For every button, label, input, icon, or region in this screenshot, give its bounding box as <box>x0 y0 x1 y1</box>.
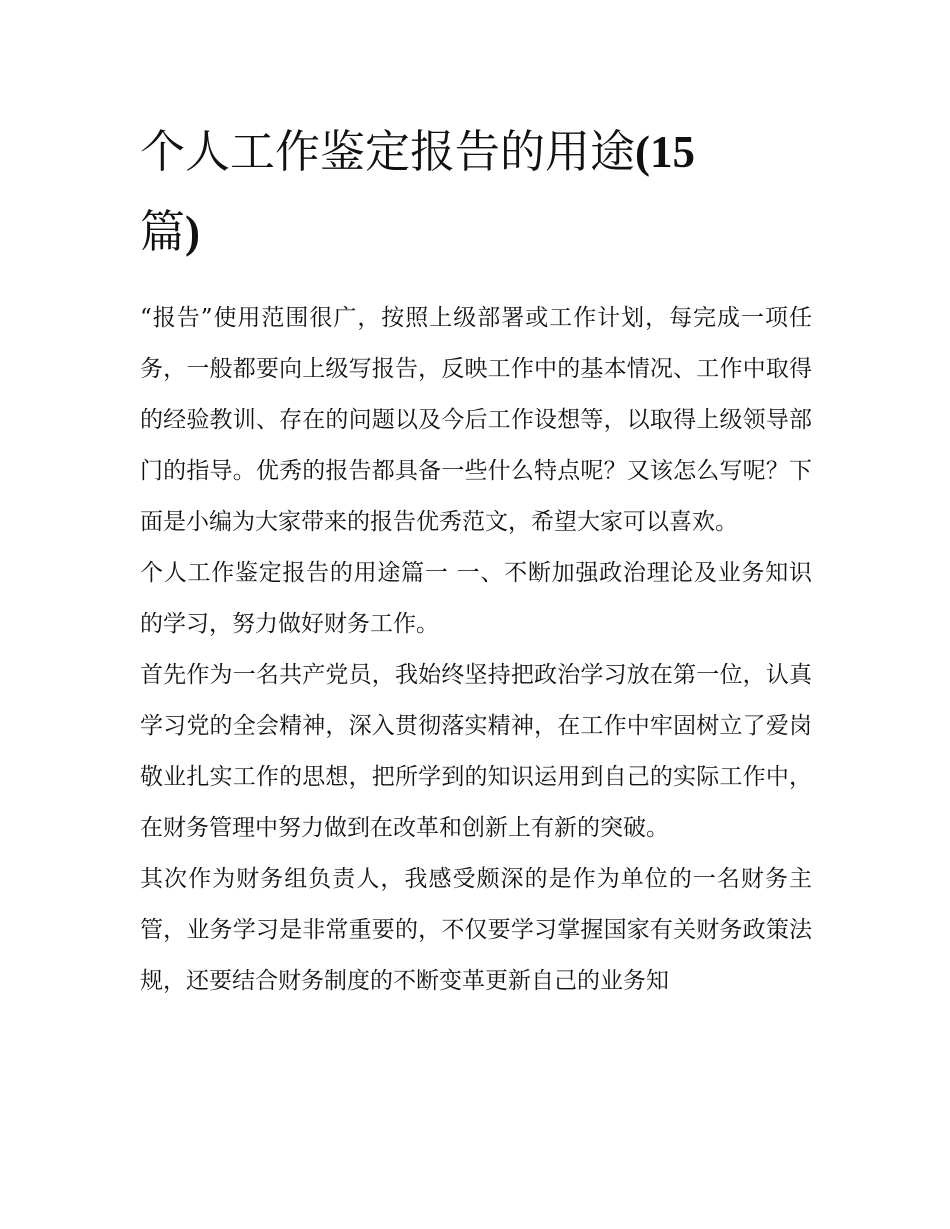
document-body <box>140 293 812 1007</box>
title-suffix: (15 <box>635 127 696 177</box>
body-paragraph: 首先作为一名共产党员，我始终坚持把政治学习放在第一位，认真学习党的全会精神，深入贯彻落实精神，在工作中牢固树立了爱岗敬业扎实工作的思想，把所学到的知识运用到自己的实际工作中，在财务管理中努力做到在改革和创新上有新的突破。 <box>140 662 812 841</box>
title-line2-cjk: 篇 <box>140 205 186 258</box>
document-title <box>140 112 812 272</box>
intro-paragraph: “报告”使用范围很广，按照上级部署或工作计划，每完成一项任务，一般都要向上级写报告，反映工作中的基本情况、工作中取得的经验教训、存在的问题以及今后工作设想等，以取得上级领导部门的指导。优秀的报告都具备一些什么特点呢？又该怎么写呢？下面是小编为大家带来的报告优秀范文，希望大家可以喜欢。 <box>140 305 812 535</box>
title-line2-suffix: ) <box>185 207 201 257</box>
body-paragraph: 其次作为财务组负责人，我感受颇深的是作为单位的一名财务主管，业务学习是非常重要的，不仅要学习掌握国家有关财务政策法规，还要结合财务制度的不断变革更新自己的业务知 <box>140 866 812 994</box>
document-page <box>140 112 812 1007</box>
title-main: 个人工作鉴定报告的用途 <box>140 125 636 178</box>
section-heading-paragraph: 个人工作鉴定报告的用途篇一 一、不断加强政治理论及业务知识的学习，努力做好财务工作。 <box>140 560 812 637</box>
